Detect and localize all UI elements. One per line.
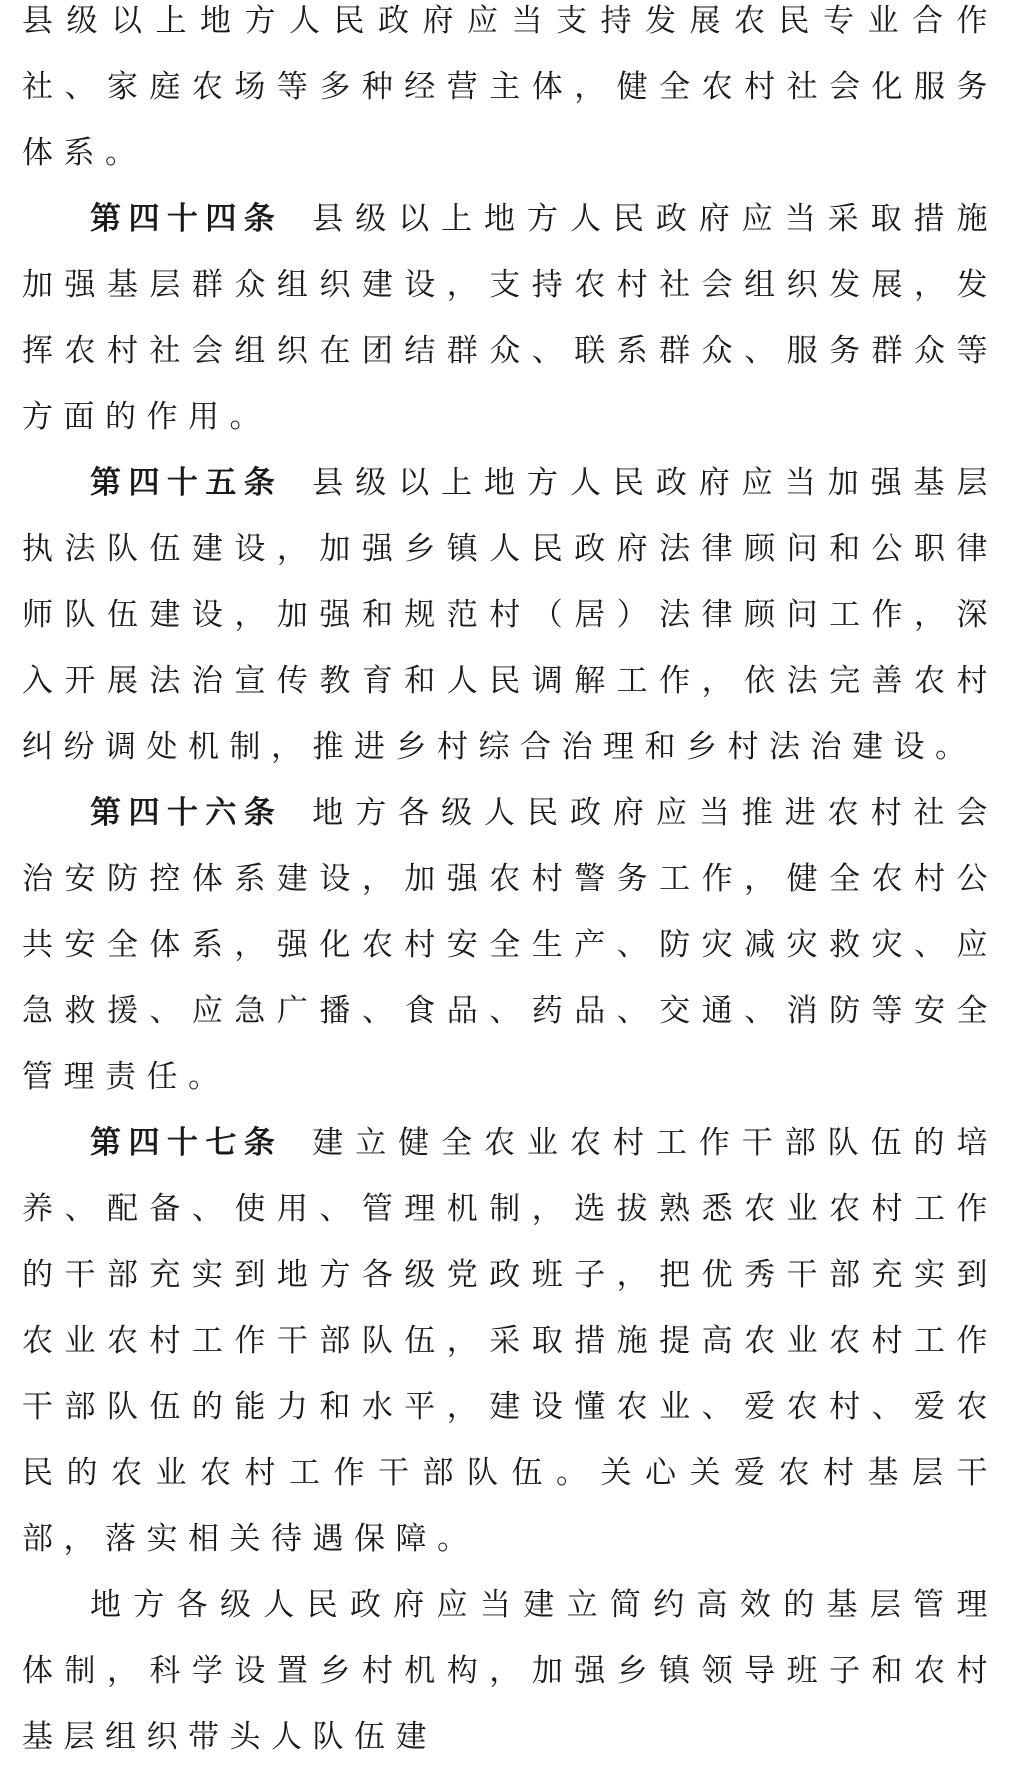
- article-45: [22, 450, 998, 780]
- article-text: 地方各级人民政府应当推进农村社会治安防控体系建设，加强农村警务工作，健全农村公共安全体系，强化农村安全生产、防灾减灾救灾、应急救援、应急广播、食品、药品、交通、消防等安全管理责任。: [22, 795, 998, 1095]
- article-heading: 第四十七条: [90, 1125, 283, 1161]
- article-text: 县级以上地方人民政府应当加强基层执法队伍建设，加强乡镇人民政府法律顾问和公职律师队伍建设，加强和规范村（居）法律顾问工作，深入开展法治宣传教育和人民调解工作，依法完善农村纠纷调处机制，推进乡村综合治理和乡村法治建设。: [22, 465, 998, 765]
- paragraph-text: 地方各级人民政府应当建立简约高效的基层管理体制，科学设置乡村机构，加强乡镇领导班子和农村基层组织带头人队伍建: [22, 1587, 998, 1755]
- article-text: 县级以上地方人民政府应当采取措施加强基层群众组织建设，支持农村社会组织发展，发挥农村社会组织在团结群众、联系群众、服务群众等方面的作用。: [22, 201, 998, 435]
- article-text: 建立健全农业农村工作干部队伍的培养、配备、使用、管理机制，选拔熟悉农业农村工作的干部充实到地方各级党政班子，把优秀干部充实到农业农村工作干部队伍，采取措施提高农业农村工作干部队伍的能力和水平，建设懂农业、爱农村、爱农民的农业农村工作干部队伍。关心关爱农村基层干部，落实相关待遇保障。: [22, 1125, 998, 1557]
- paragraph-text: 县级以上地方人民政府应当支持发展农民专业合作社、家庭农场等多种经营主体，健全农村社会化服务体系。: [22, 3, 998, 171]
- article-heading: 第四十六条: [90, 795, 283, 831]
- article-47: [22, 1110, 998, 1572]
- article-heading: 第四十四条: [90, 201, 283, 237]
- article-46: [22, 780, 998, 1110]
- article-44: [22, 186, 998, 450]
- paragraph-1: [22, 0, 998, 186]
- paragraph-final: [22, 1572, 998, 1770]
- document-page: [22, 0, 998, 1770]
- article-heading: 第四十五条: [90, 465, 283, 501]
